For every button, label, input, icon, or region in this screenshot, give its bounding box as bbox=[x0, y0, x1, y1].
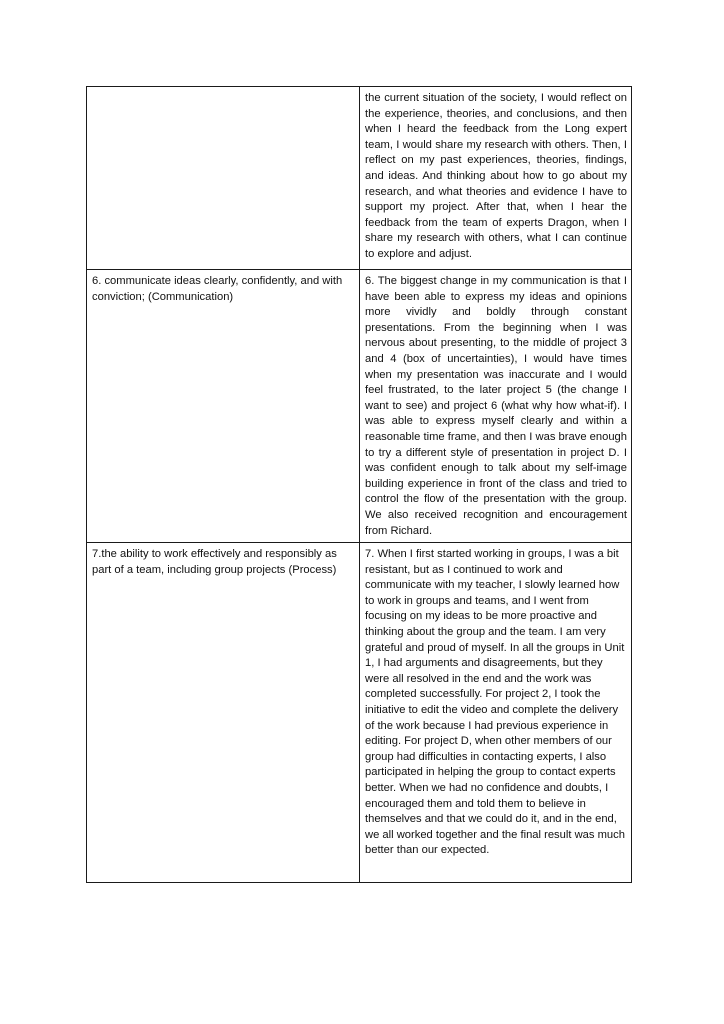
reflection-cell bbox=[360, 270, 632, 543]
reflection-table bbox=[86, 86, 632, 883]
reflection-text: 7. When I first started working in groups, I was a bit resistant, but as I continued to work and communicate with my teacher, I slowly learned how to work in groups and teams, and I went from focusing on my ideas to be more proactive and thinking about the group and the team. I am very grateful and proud of myself. In all the groups in Unit 1, I had arguments and disagreements, but they were all resolved in the end and the work was completed successfully. For project 2, I took the initiative to edit the video and complete the delivery of the work because I had previous experience in editing. For project D, when other members of our group had difficulties in contacting experts, I also participated in helping the group to contact experts better. When we had no confidence and doubts, I encouraged them and told them to believe in themselves and that we could do it, and in the end, we all worked together and the final result was much better than our expected. bbox=[365, 548, 625, 857]
table-row bbox=[87, 543, 632, 883]
criterion-cell bbox=[87, 543, 360, 883]
table-row bbox=[87, 87, 632, 270]
reflection-text: the current situation of the society, I would reflect on the experience, theories, and conclusions, and then when I heard the feedback from the Long expert team, I would share my research with others. Then, I reflect on my past experiences, theories, findings, and ideas. And thinking about how to go about my research, and what theories and evidence I have to support my project. After that, when I hear the feedback from the team of experts Dragon, when I share my research with others, what I can continue to explore and adjust. bbox=[365, 92, 627, 260]
reflection-cell bbox=[360, 543, 632, 883]
criterion-cell bbox=[87, 87, 360, 270]
reflection-cell bbox=[360, 87, 632, 270]
criterion-text: 6. communicate ideas clearly, confidently, and with conviction; (Communication) bbox=[92, 275, 343, 303]
criterion-text: 7.the ability to work effectively and responsibly as part of a team, including group projects (Process) bbox=[92, 548, 337, 576]
table-row bbox=[87, 270, 632, 543]
criterion-cell bbox=[87, 270, 360, 543]
reflection-text: 6. The biggest change in my communication is that I have been able to express my ideas and opinions more vividly and boldly through constant presentations. From the beginning when I was nervous about presenting, to the middle of project 3 and 4 (box of uncertainties), I would have times when my presentation was inaccurate and I would feel frustrated, to the later project 5 (the change I want to see) and project 6 (what why how what-if). I was able to express myself clearly and within a reasonable time frame, and then I was brave enough to try a different style of presentation in project D. I was confident enough to talk about my self-image building experience in front of the class and tried to control the flow of the presentation with the group. We also received recognition and encouragement from Richard. bbox=[365, 275, 627, 537]
